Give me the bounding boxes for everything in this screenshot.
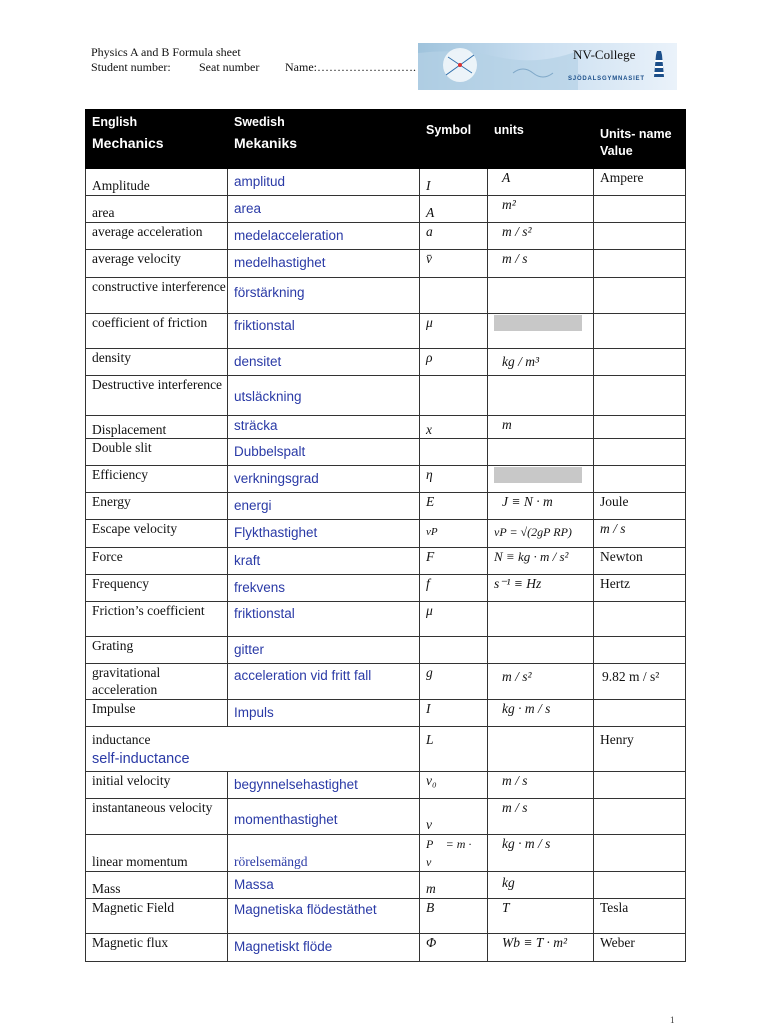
symbol: η [426, 467, 433, 482]
swedish-term: Impuls [234, 705, 274, 720]
unit-name: Newton [600, 549, 643, 564]
english-term: Displacement [92, 422, 167, 437]
grayed-out-cell [494, 315, 582, 331]
swedish-term: utsläckning [234, 389, 302, 404]
symbol: μ [426, 315, 433, 330]
symbol: μ [426, 603, 433, 618]
brand-name: NV-College [573, 47, 636, 62]
table-row [86, 349, 686, 376]
unit: J ≡ N · m [502, 494, 553, 509]
swedish-term: begynnelsehastighet [234, 777, 358, 792]
table-row [86, 520, 686, 548]
swedish-term: förstärkning [234, 285, 305, 300]
header-english: English Mechanics [86, 110, 228, 169]
header-symbol: Symbol [420, 110, 488, 169]
swedish-term: medelhastighet [234, 255, 326, 270]
unit: A [502, 170, 511, 185]
english-term: Grating [92, 638, 134, 653]
unit: s⁻¹ ≡ Hz [494, 576, 542, 591]
unit-name: m / s [600, 521, 626, 536]
unit-name: Ampere [600, 170, 644, 185]
header-swedish: Swedish Mekaniks [228, 110, 420, 169]
table-row [86, 250, 686, 278]
section-mechanics: Mechanics [92, 135, 164, 151]
page-number: 1 [670, 1015, 675, 1025]
swedish-term: medelacceleration [234, 228, 344, 243]
student-info-line [91, 60, 416, 75]
symbol: A [426, 205, 435, 220]
name-field-label: Name:……………………. [285, 60, 416, 74]
unit: kg [502, 875, 515, 890]
unit: kg / m³ [502, 354, 540, 369]
table-header-row [86, 110, 686, 169]
table-row [86, 223, 686, 250]
unit-name: Hertz [600, 576, 630, 591]
english-term: density [92, 350, 131, 365]
table-row [86, 575, 686, 602]
swedish-term: Flykthastighet [234, 525, 318, 540]
symbol: I [426, 701, 431, 716]
swedish-term: Magnetiska flödestäthet [234, 902, 377, 917]
student-number-label: Student number: [91, 60, 171, 74]
english-term: Force [92, 549, 123, 564]
unit: T [502, 900, 510, 915]
symbol: v [426, 817, 432, 832]
unit: m [502, 417, 512, 432]
unit: N ≡ kg · m / s² [494, 549, 569, 564]
unit-name: 9.82 m / s² [602, 669, 660, 684]
symbol: v̄ [426, 251, 432, 266]
english-term: inductance [92, 732, 151, 747]
table-row [86, 637, 686, 664]
english-term: area [92, 205, 115, 220]
symbol: E [426, 494, 435, 509]
table-row [86, 899, 686, 934]
unit-name: Tesla [600, 900, 629, 915]
table-row [86, 727, 686, 772]
table-row [86, 439, 686, 466]
map-graphic-icon [418, 43, 677, 90]
english-term: coefficient of friction [92, 315, 208, 330]
symbol: m [426, 881, 436, 896]
symbol: Φ [426, 935, 437, 950]
english-term: instantaneous velocity [92, 800, 213, 815]
unit: m / s [502, 773, 528, 788]
table-row [86, 934, 686, 962]
unit-name: Joule [600, 494, 629, 509]
table-row [86, 376, 686, 416]
page-header [91, 45, 416, 75]
symbol: F [426, 549, 435, 564]
english-term: Magnetic flux [92, 935, 169, 950]
unit: m / s [502, 251, 528, 266]
table-row [86, 493, 686, 520]
table-row [86, 416, 686, 439]
english-term: Double slit [92, 440, 152, 455]
unit: m / s [502, 800, 528, 815]
unit: Wb ≡ T · m² [502, 935, 568, 950]
english-term: constructive interference [92, 279, 226, 294]
swedish-term: gitter [234, 642, 265, 657]
brand-subtitle: SJÖDALSGYMNASIET [568, 76, 645, 82]
table-row [86, 772, 686, 799]
english-term: average acceleration [92, 224, 203, 239]
swedish-term: self-inductance [92, 751, 190, 767]
english-term: Magnetic Field [92, 900, 175, 915]
swedish-term: acceleration vid fritt fall [234, 668, 372, 683]
english-term: Amplitude [92, 178, 150, 193]
swedish-term: verkningsgrad [234, 471, 319, 486]
english-term: Impulse [92, 701, 136, 716]
header-units: units [488, 110, 594, 169]
grayed-out-cell [494, 467, 582, 483]
formula-table [85, 109, 686, 962]
english-term: Friction’s coefficient [92, 603, 205, 618]
table-row [86, 548, 686, 575]
school-banner [418, 43, 677, 90]
table-row [86, 664, 686, 700]
symbol: B [426, 900, 435, 915]
english-term: Frequency [92, 576, 149, 591]
swedish-term: sträcka [234, 418, 278, 433]
english-term: Escape velocity [92, 521, 178, 536]
table-row [86, 314, 686, 349]
sheet-title: Physics A and B Formula sheet [91, 45, 241, 59]
symbol: I [426, 178, 431, 193]
swedish-term: frekvens [234, 580, 286, 595]
unit: m / s² [502, 224, 532, 239]
table-row [86, 466, 686, 493]
unit: kg · m / s [502, 701, 551, 716]
swedish-term: area [234, 201, 262, 216]
symbol: x [426, 422, 432, 437]
english-term: Destructive interference [92, 377, 223, 392]
english-term: Efficiency [92, 467, 148, 482]
swedish-term: densitet [234, 354, 282, 369]
english-term: initial velocity [92, 773, 171, 788]
swedish-term: Dubbelspalt [234, 444, 306, 459]
swedish-term: kraft [234, 553, 261, 568]
swedish-term: amplitud [234, 174, 286, 189]
english-term: linear momentum [92, 854, 188, 869]
table-row [86, 196, 686, 223]
swedish-term: friktionstal [234, 606, 295, 621]
symbol: f [426, 576, 430, 591]
table-row [86, 700, 686, 727]
unit: vP = √(2gP RP) [494, 525, 572, 539]
symbol: a [426, 224, 433, 239]
english-term: average velocity [92, 251, 181, 266]
unit: kg · m / s [502, 836, 551, 851]
table-row [86, 602, 686, 637]
symbol: P⃗ = m · v⃗ [426, 837, 472, 869]
symbol: g [426, 665, 433, 680]
unit: m / s² [502, 669, 532, 684]
swedish-term: momenthastighet [234, 812, 338, 827]
table-row [86, 872, 686, 899]
english-term: Energy [92, 494, 131, 509]
swedish-term: friktionstal [234, 318, 295, 333]
swedish-term: rörelsemängd [234, 854, 308, 869]
swedish-term: Massa [234, 877, 274, 892]
table-row [86, 835, 686, 872]
english-term: Mass [92, 881, 121, 896]
table-row [86, 169, 686, 196]
symbol: ρ [426, 350, 433, 365]
seat-number-label: Seat number [199, 60, 260, 74]
table-row [86, 799, 686, 835]
lighthouse-logo-icon [649, 51, 669, 81]
swedish-term: energi [234, 498, 272, 513]
english-term: gravitational acceleration [92, 665, 161, 697]
symbol: vP [426, 526, 438, 538]
symbol: v₀ [426, 773, 437, 788]
swedish-term: Magnetiskt flöde [234, 939, 333, 954]
section-mekaniks: Mekaniks [234, 135, 298, 151]
unit: m² [502, 197, 516, 212]
symbol: L [426, 732, 434, 747]
table-row [86, 278, 686, 314]
header-units-name: Units- name Value [594, 110, 686, 169]
unit-name: Henry [600, 732, 634, 747]
unit-name: Weber [600, 935, 635, 950]
